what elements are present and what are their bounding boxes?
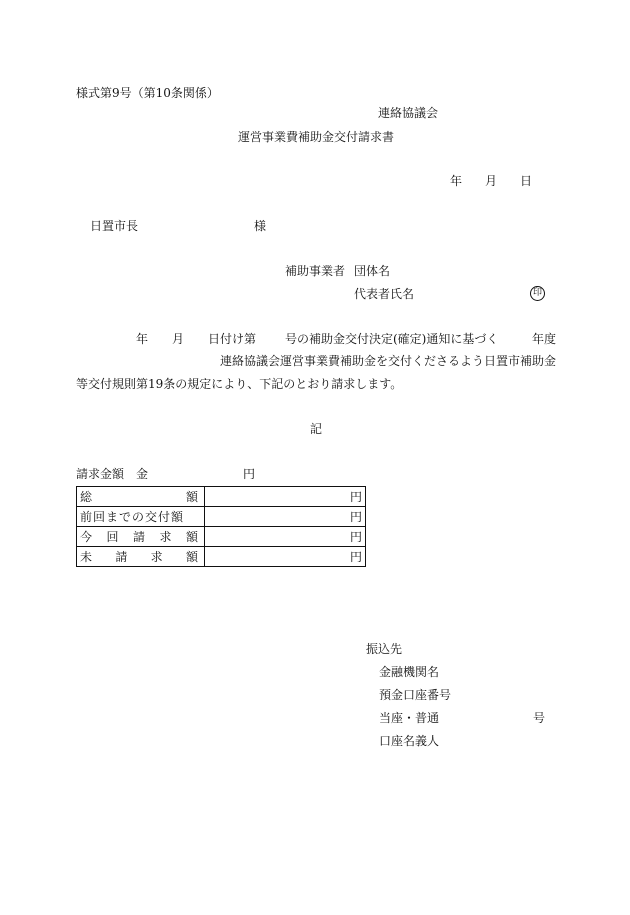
table-row xyxy=(77,507,366,527)
row-label-total: 総 額 xyxy=(77,487,205,507)
fiscal-year: 年度 xyxy=(532,332,557,346)
amount-table xyxy=(76,486,366,567)
body-line-3: 等交付規則第19条の規定により、下記のとおり請求します。 xyxy=(76,377,403,391)
applicant-role: 補助事業者 xyxy=(285,264,346,278)
representative-label: 代表者氏名 xyxy=(354,287,415,301)
row-value-unclaimed: 円 xyxy=(205,547,366,567)
notice-day-no: 日付け第 xyxy=(208,332,257,346)
document-title: 運営事業費補助金交付請求書 xyxy=(238,130,395,144)
notice-basis: 号の補助金交付決定(確定)通知に基づく xyxy=(285,332,499,346)
ki-heading: 記 xyxy=(310,422,323,436)
addressee-honorific: 様 xyxy=(254,219,267,233)
row-value-current: 円 xyxy=(205,527,366,547)
table-row xyxy=(77,547,366,567)
request-yen: 円 xyxy=(243,467,256,481)
addressee-name: 日置市長 xyxy=(90,219,139,233)
date-month: 月 xyxy=(485,174,498,188)
group-name-label: 団体名 xyxy=(354,264,391,278)
account-type-label: 当座・普通 xyxy=(379,711,440,725)
row-label-unclaimed: 未 請 求 額 xyxy=(77,547,205,567)
seal-mark: 印 xyxy=(530,286,545,301)
table-row xyxy=(77,527,366,547)
request-kin: 金 xyxy=(136,467,149,481)
row-value-total: 円 xyxy=(205,487,366,507)
date-day: 日 xyxy=(520,174,533,188)
row-label-previous: 前回までの交付額 xyxy=(77,507,205,527)
row-label-current: 今 回 請 求 額 xyxy=(77,527,205,547)
table-row xyxy=(77,487,366,507)
notice-year: 年 xyxy=(136,332,149,346)
account-holder-label: 口座名義人 xyxy=(379,734,440,748)
organization-name: 連絡協議会 xyxy=(378,106,439,120)
request-amount-label: 請求金額 xyxy=(76,467,125,481)
form-number: 様式第9号（第10条関係） xyxy=(76,86,219,100)
notice-month: 月 xyxy=(172,332,185,346)
body-line-2: 連絡協議会運営事業費補助金を交付くださるよう日置市補助金 xyxy=(220,354,557,368)
date-year: 年 xyxy=(450,174,463,188)
row-value-previous: 円 xyxy=(205,507,366,527)
account-number-label: 預金口座番号 xyxy=(379,688,452,702)
account-number-suffix: 号 xyxy=(533,711,546,725)
transfer-heading: 振込先 xyxy=(366,642,403,656)
bank-name-label: 金融機関名 xyxy=(379,665,440,679)
